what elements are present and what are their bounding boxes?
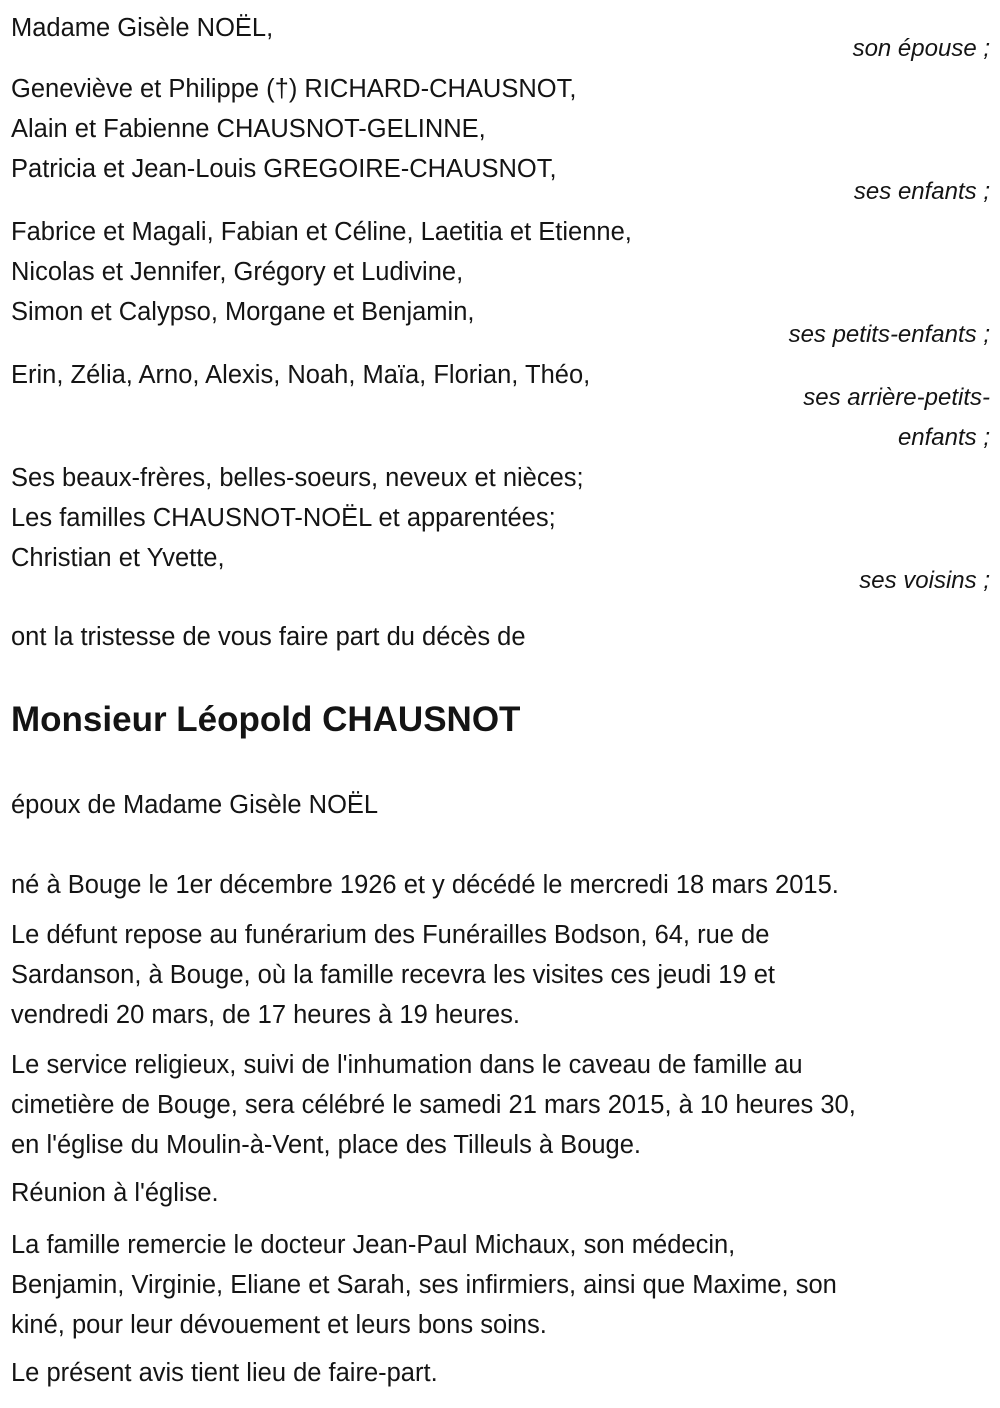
family-line: Ses beaux-frères, belles-soeurs, neveux et nièces; — [11, 464, 584, 492]
deceased-name: Monsieur Léopold CHAUSNOT — [11, 700, 521, 739]
family-line: Geneviève et Philippe (†) RICHARD-CHAUSNOT, — [11, 75, 577, 103]
paragraph-line: en l'église du Moulin-à-Vent, place des Tilleuls à Bouge. — [11, 1131, 642, 1159]
paragraph-line: cimetière de Bouge, sera célébré le samedi 21 mars 2015, à 10 heures 30, — [11, 1091, 856, 1119]
relation-label: ses arrière-petits- — [803, 384, 990, 411]
paragraph-line: Sardanson, à Bouge, où la famille recevra les visites ces jeudi 19 et — [11, 961, 776, 989]
family-line: Alain et Fabienne CHAUSNOT-GELINNE, — [11, 115, 486, 143]
family-line: Nicolas et Jennifer, Grégory et Ludivine, — [11, 258, 464, 286]
relation-label: enfants ; — [897, 424, 990, 451]
relation-label: ses enfants ; — [853, 178, 990, 205]
spouse-line: époux de Madame Gisèle NOËL — [11, 791, 379, 819]
announcement-text: ont la tristesse de vous faire part du décès de — [11, 623, 526, 651]
family-line: Christian et Yvette, — [11, 544, 225, 572]
paragraph-line: kiné, pour leur dévouement et leurs bons soins. — [11, 1311, 547, 1339]
birth-death-line: né à Bouge le 1er décembre 1926 et y décédé le mercredi 18 mars 2015. — [11, 871, 839, 899]
paragraph-line: vendredi 20 mars, de 17 heures à 19 heures. — [11, 1001, 520, 1029]
paragraph-line: La famille remercie le docteur Jean-Paul Michaux, son médecin, — [11, 1231, 736, 1259]
family-line: Simon et Calypso, Morgane et Benjamin, — [11, 298, 475, 326]
family-line: Les familles CHAUSNOT-NOËL et apparentées; — [11, 504, 556, 532]
paragraph-line: Le présent avis tient lieu de faire-part. — [11, 1359, 438, 1387]
paragraph-line: Benjamin, Virginie, Eliane et Sarah, ses infirmiers, ainsi que Maxime, son — [11, 1271, 837, 1299]
family-line: Fabrice et Magali, Fabian et Céline, Laetitia et Etienne, — [11, 218, 632, 246]
relation-label: son épouse ; — [852, 35, 990, 62]
relation-label: ses voisins ; — [859, 567, 990, 594]
family-line: Erin, Zélia, Arno, Alexis, Noah, Maïa, Florian, Théo, — [11, 361, 591, 389]
relation-label: ses petits-enfants ; — [788, 321, 990, 348]
paragraph-line: Le défunt repose au funérarium des Funérailles Bodson, 64, rue de — [11, 921, 770, 949]
paragraph-line: Réunion à l'église. — [11, 1179, 219, 1207]
family-line: Patricia et Jean-Louis GREGOIRE-CHAUSNOT, — [11, 155, 557, 183]
paragraph-line: Le service religieux, suivi de l'inhumation dans le caveau de famille au — [11, 1051, 803, 1079]
family-line: Madame Gisèle NOËL, — [11, 14, 274, 42]
